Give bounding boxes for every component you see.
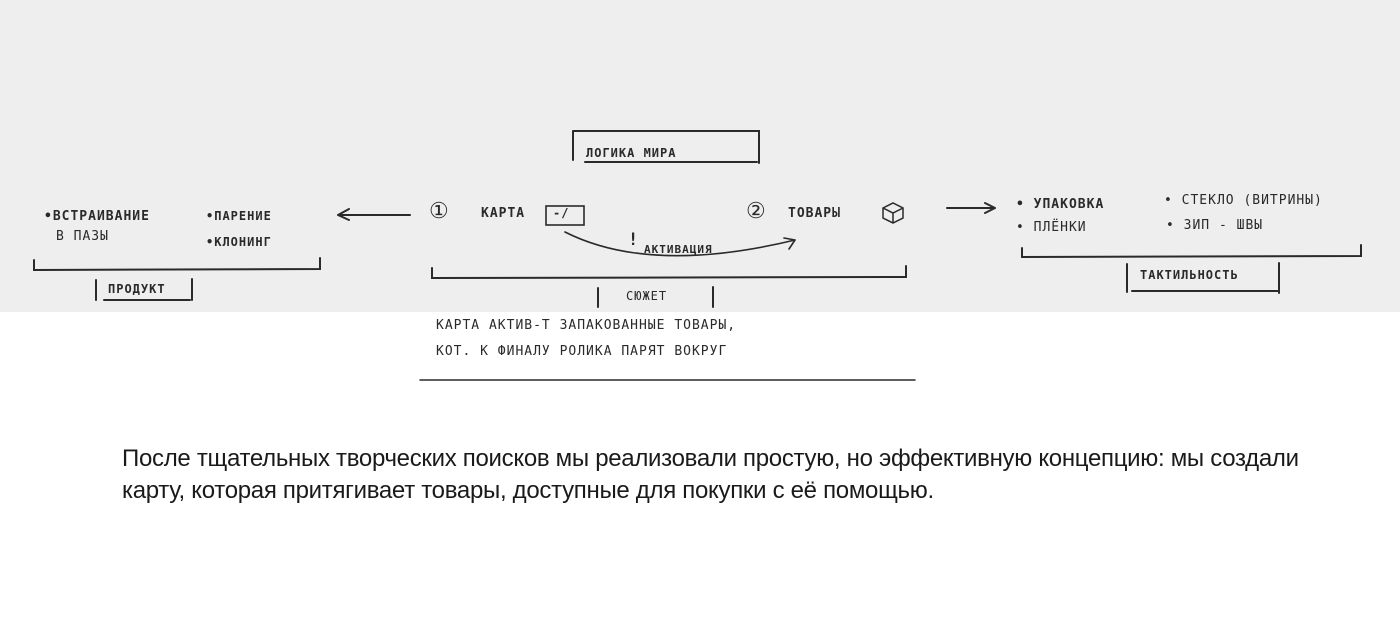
step-two-marker: ② xyxy=(746,199,767,224)
map-label: КАРТА xyxy=(481,206,526,221)
caption-text: После тщательных творческих поисков мы реализовали простую, но эффективную концепцию: мы создали карту, которая притягивает товары, доступные для покупки с её помощью. xyxy=(122,445,1299,504)
plot-label: СЮЖЕТ xyxy=(626,289,668,303)
arrow-to-product xyxy=(338,209,410,220)
tactile-item-packaging: • УПАКОВКА xyxy=(1016,197,1105,212)
product-label: ПРОДУКТ xyxy=(108,282,166,296)
tactile-item-films: • ПЛЁНКИ xyxy=(1016,220,1087,235)
product-bracket xyxy=(34,258,320,270)
goods-label: ТОВАРЫ xyxy=(788,206,841,221)
tactile-item-glass: • СТЕКЛО (ВИТРИНЫ) xyxy=(1164,193,1323,208)
product-item-cloning: •КЛОНИНГ xyxy=(206,235,272,249)
map-icon-text: -/ xyxy=(553,206,570,220)
world-logic-label: ЛОГИКА МИРА xyxy=(586,146,677,160)
arrow-to-tactility xyxy=(947,203,995,213)
tactile-item-zip: • ЗИП - ШВЫ xyxy=(1166,218,1264,233)
step-one-marker: ① xyxy=(429,199,450,224)
activation-mark: ! xyxy=(628,230,640,250)
product-item-embedding-cont: В ПАЗЫ xyxy=(56,229,109,244)
cube-icon xyxy=(883,203,903,223)
plot-description-line-1: КАРТА АКТИВ-Т ЗАПАКОВАННЫЕ ТОВАРЫ, xyxy=(436,318,737,333)
plot-bracket xyxy=(432,266,906,278)
product-item-embedding: •ВСТРАИВАНИЕ xyxy=(44,209,150,224)
product-item-floating: •ПАРЕНИЕ xyxy=(206,209,272,223)
plot-description-line-2: КОТ. К ФИНАЛУ РОЛИКА ПАРЯТ ВОКРУГ xyxy=(436,344,728,359)
tactile-label: ТАКТИЛЬНОСТЬ xyxy=(1140,268,1239,282)
activation-label: АКТИВАЦИЯ xyxy=(644,243,713,256)
tactility-bracket xyxy=(1022,245,1361,257)
